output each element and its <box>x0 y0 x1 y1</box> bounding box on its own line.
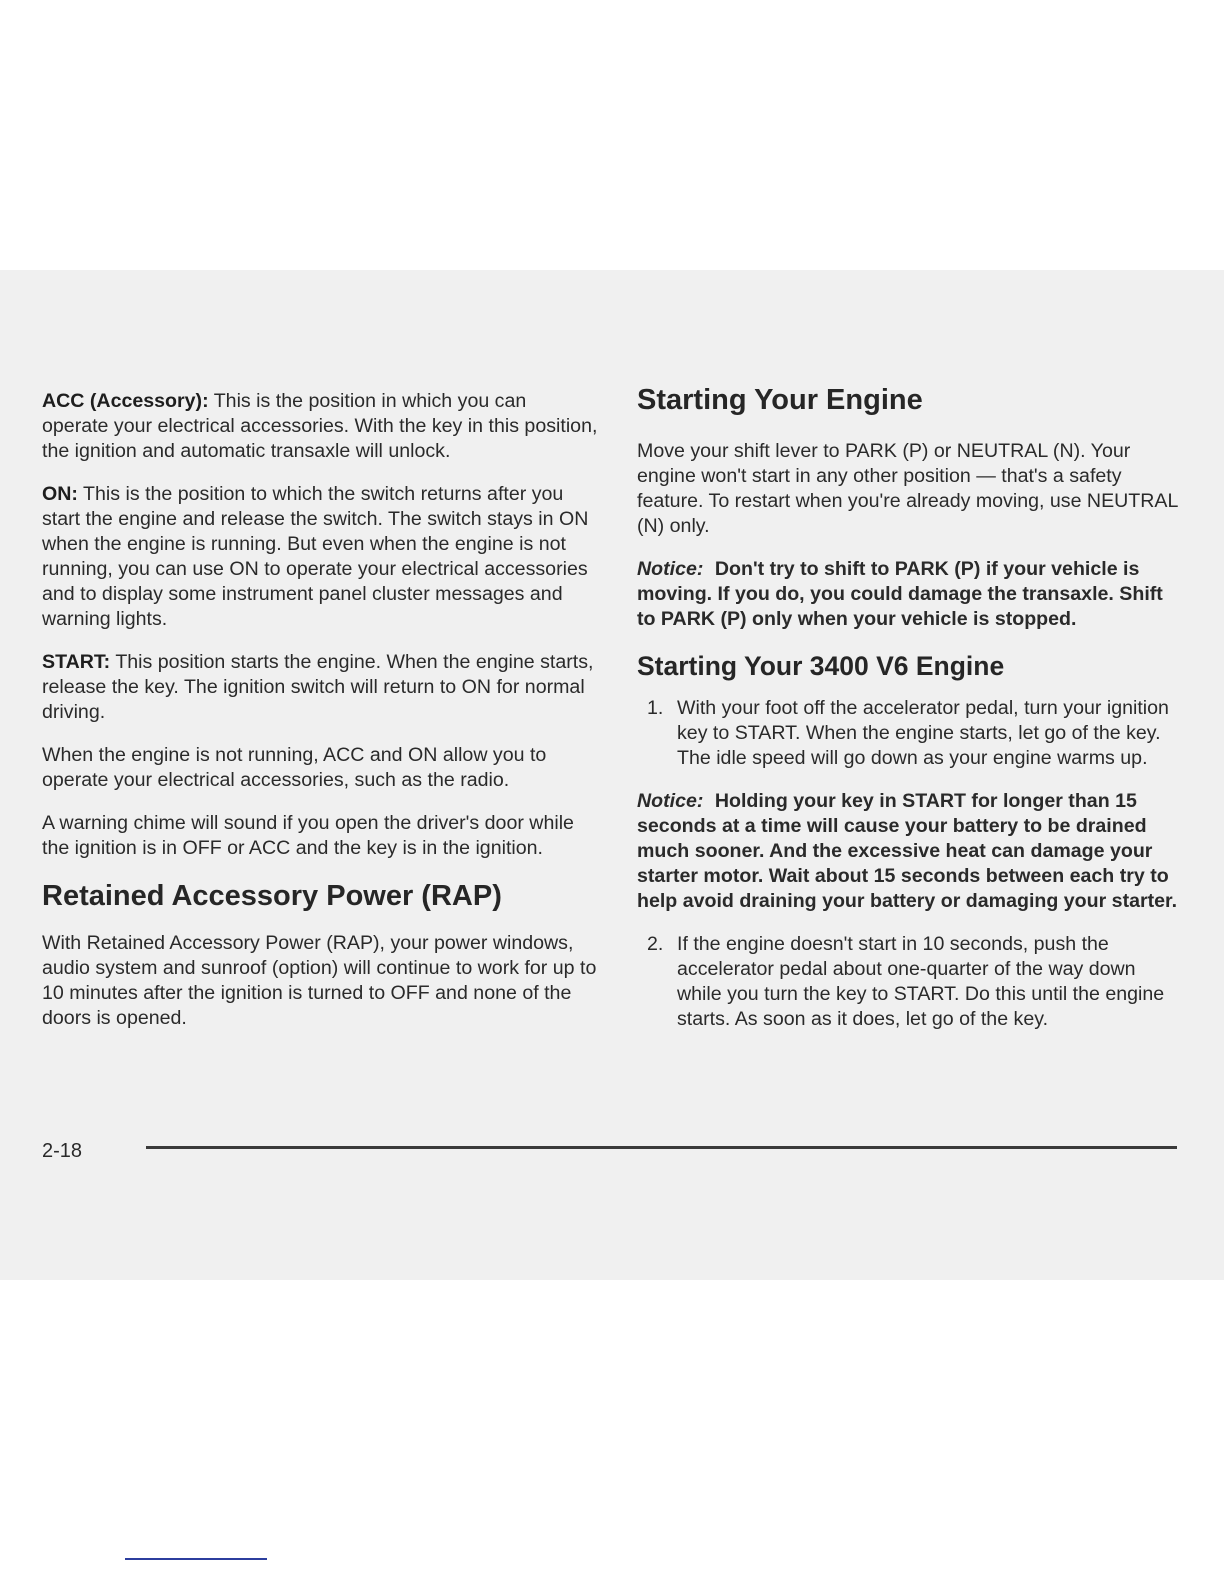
left-column <box>42 389 598 1049</box>
rap-heading: Retained Accessory Power (RAP) <box>42 880 502 912</box>
notice-label: Notice: <box>637 790 704 812</box>
acc-paragraph <box>42 389 598 464</box>
footer-divider <box>146 1146 1177 1149</box>
start-term: START: <box>42 651 111 673</box>
start-text: This position starts the engine. When the engine starts, release the key. The ignition switch will return to ON for normal driving. <box>42 651 594 723</box>
notice-label: Notice: <box>637 558 704 580</box>
on-term: ON: <box>42 483 78 505</box>
right-column <box>637 383 1183 1050</box>
starting-engine-heading: Starting Your Engine <box>637 384 923 416</box>
step-number: 2. <box>647 933 664 955</box>
notice-park-text: Don't try to shift to PARK (P) if your vehicle is moving. If you do, you could damage the transaxle. Shift to PARK (P) only when your vehicle is stopped. <box>637 558 1163 630</box>
start-paragraph <box>42 650 598 725</box>
step-text: If the engine doesn't start in 10 seconds, push the accelerator pedal about one-quarter of the way down while you turn the key to START. Do this until the engine starts. As soon as it does, let go of the key. <box>677 933 1165 1030</box>
step-text: With your foot off the accelerator pedal, turn your ignition key to START. When the engine starts, let go of the key. The idle speed will go down as your engine warms up. <box>677 697 1169 769</box>
notice-start-duration-text: Holding your key in START for longer than 15 seconds at a time will cause your battery to be drained much sooner. And the excessive heat can damage your starter motor. Wait about 15 seconds between each try to help avoid draining your battery or damaging your starter. <box>637 790 1178 912</box>
step-number: 1. <box>647 697 664 719</box>
starting-engine-intro: Move your shift lever to PARK (P) or NEUTRAL (N). Your engine won't start in any other position — that's a safety feature. To restart when you're already moving, use NEUTRAL (N) only. <box>637 440 1178 537</box>
on-paragraph <box>42 482 598 632</box>
accessories-paragraph: When the engine is not running, ACC and ON allow you to operate your electrical accessories, such as the radio. <box>42 744 547 791</box>
on-text: This is the position to which the switch returns after you start the engine and release the switch. The switch stays in ON when the engine is running. But even when the engine is not running, you can use ON to operate your electrical accessories and to display some instrument panel cluster messages and warning lights. <box>42 483 589 630</box>
acc-term: ACC (Accessory): <box>42 390 209 412</box>
step-item <box>637 696 1183 771</box>
rap-paragraph: With Retained Accessory Power (RAP), your power windows, audio system and sunroof (option) will continue to work for up to 10 minutes after the ignition is turned to OFF and none of the doors is opened. <box>42 932 597 1029</box>
notice-start-duration <box>637 789 1183 914</box>
page-footer <box>42 1138 1177 1166</box>
step-item <box>637 932 1183 1032</box>
link-underline <box>125 1558 267 1560</box>
v6-engine-subheading: Starting Your 3400 V6 Engine <box>637 651 1005 681</box>
warning-chime-paragraph: A warning chime will sound if you open the driver's door while the ignition is in OFF or ACC and the key is in the ignition. <box>42 812 574 859</box>
notice-park <box>637 557 1183 632</box>
acc-text: This is the position in which you can operate your electrical accessories. With the key in this position, the ignition and automatic transaxle will unlock. <box>42 390 598 462</box>
page-number: 2-18 <box>42 1140 83 1162</box>
